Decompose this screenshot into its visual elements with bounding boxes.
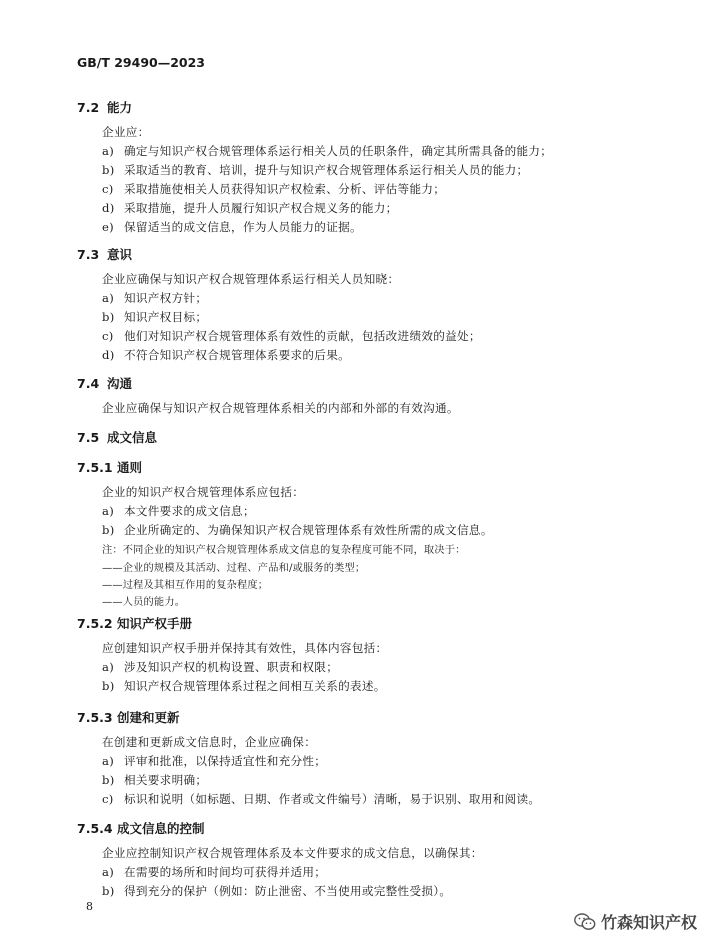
list-item bbox=[102, 791, 540, 807]
list-text: 知识产权方针； bbox=[124, 291, 208, 305]
list-label: b) bbox=[102, 163, 115, 177]
list-label: b) bbox=[102, 884, 115, 898]
section-title: 成文信息 bbox=[107, 430, 158, 445]
section-title: 通则 bbox=[117, 460, 143, 475]
watermark-text: 竹森知识产权 bbox=[600, 913, 697, 932]
paragraph: 企业应确保与知识产权合规管理体系运行相关人员知晓： bbox=[102, 272, 400, 286]
paragraph: 企业的知识产权合规管理体系应包括： bbox=[102, 485, 305, 499]
note-item: ——过程及其相互作用的复杂程度； bbox=[102, 580, 269, 591]
list-text: 得到充分的保护（例如：防止泄密、不当使用或完整性受损）。 bbox=[124, 884, 452, 898]
watermark bbox=[574, 910, 697, 933]
list-item bbox=[102, 753, 326, 769]
section-title: 能力 bbox=[107, 100, 133, 115]
list-item bbox=[102, 328, 481, 344]
list-item bbox=[102, 864, 326, 880]
paragraph: 在创建和更新成文信息时，企业应确保： bbox=[102, 735, 317, 749]
list-item bbox=[102, 290, 207, 306]
section-number: 7.5.4 bbox=[77, 821, 113, 836]
list-item bbox=[102, 162, 528, 178]
section-number: 7.5.2 bbox=[77, 616, 113, 631]
list-label: a) bbox=[102, 865, 115, 879]
list-item bbox=[102, 522, 493, 538]
section-7-5-2-heading bbox=[77, 614, 192, 632]
list-item bbox=[102, 659, 338, 675]
section-number: 7.2 bbox=[77, 100, 100, 115]
section-7-2-heading bbox=[77, 98, 132, 116]
list-text: 涉及知识产权的机构设置、职责和权限； bbox=[124, 660, 339, 674]
paragraph: 企业应确保与知识产权合规管理体系相关的内部和外部的有效沟通。 bbox=[102, 401, 459, 415]
section-title: 成文信息的控制 bbox=[117, 821, 205, 836]
list-text: 知识产权目标； bbox=[124, 310, 208, 324]
list-text: 相关要求明确； bbox=[124, 773, 208, 787]
list-label: a) bbox=[102, 660, 115, 674]
list-label: a) bbox=[102, 504, 115, 518]
list-label: b) bbox=[102, 773, 115, 787]
list-text: 知识产权合规管理体系过程之间相互关系的表述。 bbox=[124, 679, 386, 693]
wechat-icon bbox=[574, 913, 596, 931]
list-item bbox=[102, 772, 207, 788]
section-title: 沟通 bbox=[107, 376, 133, 391]
list-text: 本文件要求的成文信息； bbox=[124, 504, 255, 518]
list-text: 企业所确定的、为确保知识产权合规管理体系有效性所需的成文信息。 bbox=[124, 523, 493, 537]
section-7-5-3-heading bbox=[77, 708, 180, 726]
list-item bbox=[102, 181, 445, 197]
list-label: e) bbox=[102, 220, 114, 234]
section-number: 7.5.3 bbox=[77, 710, 113, 725]
list-item bbox=[102, 219, 362, 235]
section-number: 7.4 bbox=[77, 376, 100, 391]
section-title: 创建和更新 bbox=[117, 710, 180, 725]
list-item bbox=[102, 503, 255, 519]
list-text: 确定与知识产权合规管理体系运行相关人员的任职条件，确定其所需具备的能力； bbox=[124, 144, 553, 158]
paragraph: 应创建知识产权手册并保持其有效性，具体内容包括： bbox=[102, 641, 388, 655]
section-7-5-heading bbox=[77, 428, 157, 446]
list-label: b) bbox=[102, 523, 115, 537]
paragraph: 企业应： bbox=[102, 125, 150, 139]
list-text: 不符合知识产权合规管理体系要求的后果。 bbox=[124, 348, 350, 362]
list-item bbox=[102, 678, 386, 694]
section-7-5-1-heading bbox=[77, 458, 142, 476]
list-text: 标识和说明（如标题、日期、作者或文件编号）清晰，易于识别、取用和阅读。 bbox=[124, 792, 541, 806]
list-label: c) bbox=[102, 329, 114, 343]
note: 注：不同企业的知识产权合规管理体系成文信息的复杂程度可能不同，取决于： bbox=[102, 545, 466, 556]
list-text: 保留适当的成文信息，作为人员能力的证据。 bbox=[124, 220, 362, 234]
list-label: b) bbox=[102, 310, 115, 324]
list-text: 在需要的场所和时间均可获得并适用； bbox=[124, 865, 327, 879]
list-label: d) bbox=[102, 201, 115, 215]
section-title: 知识产权手册 bbox=[117, 616, 193, 631]
list-text: 评审和批准，以保持适宜性和充分性； bbox=[124, 754, 327, 768]
list-label: b) bbox=[102, 679, 115, 693]
section-number: 7.5 bbox=[77, 430, 100, 445]
section-7-4-heading bbox=[77, 374, 132, 392]
list-item bbox=[102, 143, 552, 159]
paragraph: 企业应控制知识产权合规管理体系及本文件要求的成文信息，以确保其： bbox=[102, 846, 483, 860]
list-item bbox=[102, 309, 207, 325]
list-label: a) bbox=[102, 754, 115, 768]
list-text: 他们对知识产权合规管理体系有效性的贡献，包括改进绩效的益处； bbox=[124, 329, 481, 343]
list-label: a) bbox=[102, 291, 115, 305]
list-text: 采取适当的教育、培训，提升与知识产权合规管理体系运行相关人员的能力； bbox=[124, 163, 529, 177]
section-title: 意识 bbox=[107, 247, 133, 262]
section-7-3-heading bbox=[77, 245, 132, 263]
list-label: a) bbox=[102, 144, 115, 158]
list-text: 采取措施使相关人员获得知识产权检索、分析、评估等能力； bbox=[124, 182, 446, 196]
note-item: ——企业的规模及其活动、过程、产品和/或服务的类型； bbox=[102, 563, 366, 574]
list-item bbox=[102, 883, 451, 899]
list-item bbox=[102, 200, 398, 216]
section-7-5-4-heading bbox=[77, 819, 205, 837]
section-number: 7.5.1 bbox=[77, 460, 113, 475]
note-item: ——人员的能力。 bbox=[102, 597, 186, 608]
section-number: 7.3 bbox=[77, 247, 100, 262]
list-label: d) bbox=[102, 348, 115, 362]
list-label: c) bbox=[102, 182, 114, 196]
list-label: c) bbox=[102, 792, 114, 806]
page-number: 8 bbox=[86, 900, 93, 913]
document-header: GB/T 29490—2023 bbox=[77, 55, 206, 70]
list-text: 采取措施，提升人员履行知识产权合规义务的能力； bbox=[124, 201, 398, 215]
list-item bbox=[102, 347, 350, 363]
